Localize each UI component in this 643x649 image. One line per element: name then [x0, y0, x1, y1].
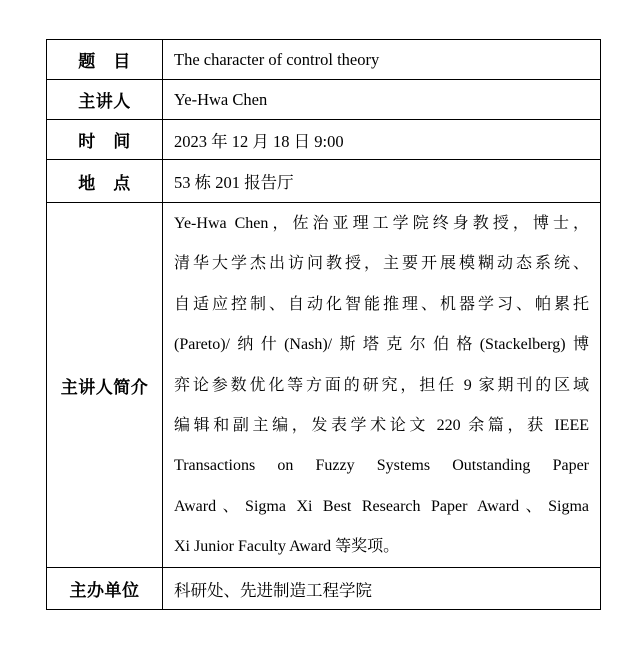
bio-line-3: 自适应控制、自动化智能推理、机器学习、帕累托 [174, 295, 589, 313]
row-title-label: 题 目 [47, 40, 163, 80]
row-location-label: 地 点 [47, 160, 163, 203]
row-time-value: 2023 年 12 月 18 日 9:00 [163, 120, 600, 160]
row-time-label: 时 间 [47, 120, 163, 160]
bio-line-2: 清华大学杰出访问教授，主要开展模糊动态系统、 [174, 255, 589, 273]
row-organizer-value: 科研处、先进制造工程学院 [174, 580, 372, 600]
bio-line-7: Transactions on Fuzzy Systems Outstanding Paper [174, 457, 589, 475]
bio-line-1: Ye-Hwa Chen，佐治亚理工学院终身教授，博士， [174, 215, 589, 232]
bio-line-9: Xi Junior Faculty Award 等奖项。 [174, 538, 400, 556]
row-title-value: The character of control theory [163, 40, 600, 80]
row-location-value: 53 栋 201 报告厅 [163, 160, 600, 203]
row-speaker-value: Ye-Hwa Chen [163, 80, 600, 120]
bio-line-4: (Pareto)/纳什(Nash)/斯塔克尔伯格(Stackelberg)博 [174, 336, 589, 354]
row-speaker-label: 主讲人 [47, 80, 163, 120]
row-bio-label: 主讲人简介 [47, 203, 163, 568]
row-bio-value [163, 203, 600, 568]
seminar-notice-table [46, 39, 601, 610]
bio-line-5: 弈论参数优化等方面的研究，担任 9 家期刊的区域 [174, 376, 589, 394]
bio-line-6: 编辑和副主编，发表学术论文 220 余篇，获 IEEE [174, 416, 589, 434]
row-organizer-label: 主办单位 [47, 568, 163, 609]
bio-line-8: Award、Sigma Xi Best Research Paper Award、Sigma [174, 497, 589, 515]
